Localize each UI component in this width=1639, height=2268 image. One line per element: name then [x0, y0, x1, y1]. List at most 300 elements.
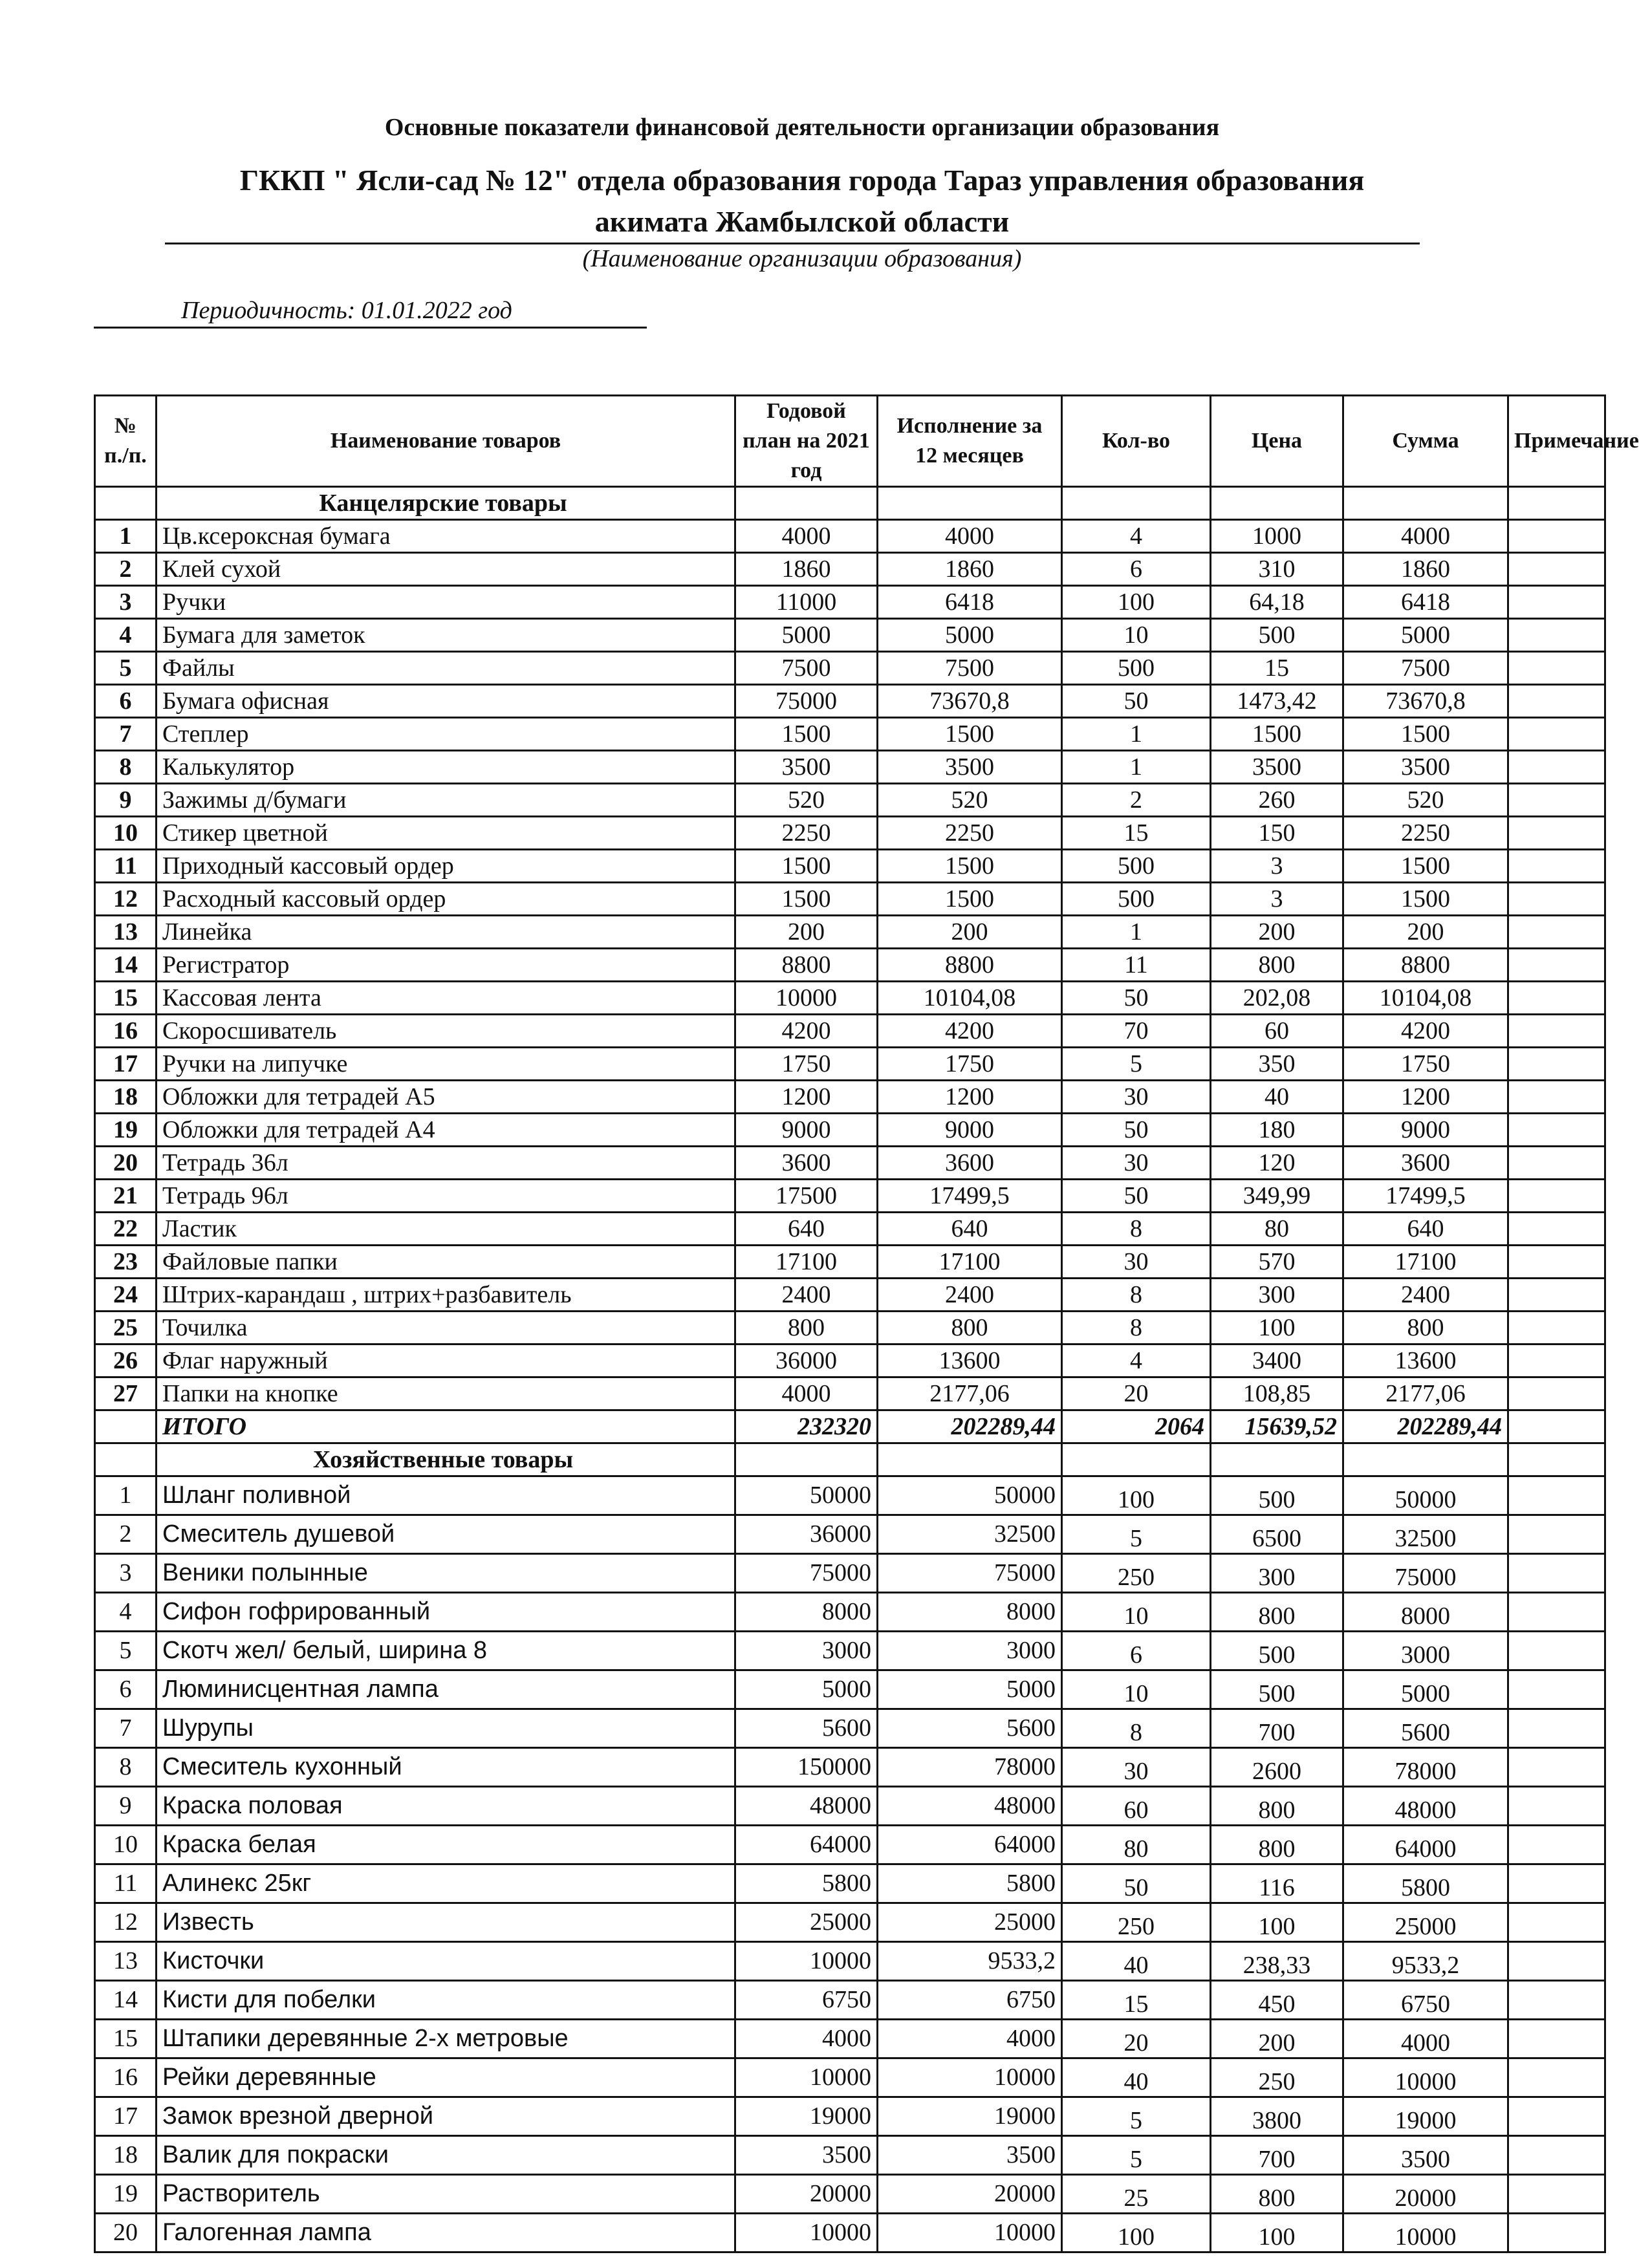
exec-value: 25000 [878, 1903, 1062, 1941]
col-header-price: Цена [1211, 396, 1343, 487]
row-number: 23 [95, 1245, 157, 1278]
note-value [1508, 1631, 1605, 1670]
price-value: 310 [1211, 552, 1343, 585]
section-cell-empty [1062, 1443, 1211, 1476]
table-row [95, 1592, 1605, 1631]
plan-value: 20000 [735, 2174, 878, 2213]
exec-value: 2250 [878, 816, 1062, 849]
exec-value: 3500 [878, 2135, 1062, 2174]
table-row [95, 2058, 1605, 2097]
note-value [1508, 1278, 1605, 1311]
exec-value: 75000 [878, 1553, 1062, 1592]
row-number: 4 [95, 1592, 157, 1631]
item-name: Веники полынные [157, 1553, 735, 1592]
sum-value: 1500 [1343, 849, 1508, 882]
item-name: Приходный кассовый ордер [157, 849, 735, 882]
price-value: 100 [1211, 2213, 1343, 2252]
item-name: Точилка [157, 1311, 735, 1344]
exec-value: 9000 [878, 1113, 1062, 1146]
exec-value: 6418 [878, 585, 1062, 618]
exec-value: 200 [878, 915, 1062, 948]
exec-value: 1500 [878, 882, 1062, 915]
row-number: 12 [95, 882, 157, 915]
note-value [1508, 2213, 1605, 2252]
item-name: Валик для покраски [157, 2135, 735, 2174]
exec-value: 520 [878, 783, 1062, 816]
item-name: Растворитель [157, 2174, 735, 2213]
item-name: Папки на кнопке [157, 1377, 735, 1410]
exec-value: 9533,2 [878, 1941, 1062, 1980]
price-value: 800 [1211, 948, 1343, 981]
sum-value: 5000 [1343, 618, 1508, 651]
plan-value: 150000 [735, 1747, 878, 1786]
plan-value: 4000 [735, 1377, 878, 1410]
table-row [95, 684, 1605, 717]
exec-value: 64000 [878, 1825, 1062, 1864]
price-value: 60 [1211, 1014, 1343, 1047]
exec-value: 5800 [878, 1864, 1062, 1903]
sum-value: 75000 [1343, 1553, 1508, 1592]
note-value [1508, 1080, 1605, 1113]
price-value: 500 [1211, 618, 1343, 651]
row-number: 1 [95, 1476, 157, 1515]
sum-value: 5000 [1343, 1670, 1508, 1709]
plan-value: 640 [735, 1212, 878, 1245]
table-row [95, 1825, 1605, 1864]
col-header-name: Наименование товаров [157, 396, 735, 487]
qty-value: 50 [1062, 1113, 1211, 1146]
qty-value: 15 [1062, 1980, 1211, 2019]
total-exec: 202289,44 [878, 1410, 1062, 1443]
plan-value: 5000 [735, 618, 878, 651]
row-number: 24 [95, 1278, 157, 1311]
section-title: Канцелярские товары [157, 486, 735, 519]
price-value: 1473,42 [1211, 684, 1343, 717]
qty-value: 8 [1062, 1212, 1211, 1245]
row-number: 19 [95, 1113, 157, 1146]
table-row [95, 915, 1605, 948]
table-row [95, 948, 1605, 981]
qty-value: 100 [1062, 585, 1211, 618]
qty-value: 50 [1062, 981, 1211, 1014]
exec-value: 5600 [878, 1709, 1062, 1747]
row-number: 27 [95, 1377, 157, 1410]
price-value: 570 [1211, 1245, 1343, 1278]
item-name: Краска белая [157, 1825, 735, 1864]
note-value [1508, 1592, 1605, 1631]
note-value [1508, 1146, 1605, 1179]
note-value [1508, 750, 1605, 783]
row-number: 8 [95, 1747, 157, 1786]
section-cell-empty [1343, 486, 1508, 519]
section-cell-empty [735, 486, 878, 519]
qty-value: 8 [1062, 1709, 1211, 1747]
row-number: 10 [95, 1825, 157, 1864]
item-name: Бумага для заметок [157, 618, 735, 651]
row-number: 9 [95, 1786, 157, 1825]
item-name: Обложки для тетрадей А4 [157, 1113, 735, 1146]
sum-value: 32500 [1343, 1515, 1508, 1553]
item-name: Клей сухой [157, 552, 735, 585]
qty-value: 10 [1062, 1592, 1211, 1631]
item-name: Краска половая [157, 1786, 735, 1825]
qty-value: 5 [1062, 1515, 1211, 1553]
row-number: 9 [95, 783, 157, 816]
row-number: 6 [95, 1670, 157, 1709]
plan-value: 7500 [735, 651, 878, 684]
organization-caption: (Наименование организации образования) [582, 245, 1022, 272]
total-plan: 232320 [735, 1410, 878, 1443]
note-value [1508, 1311, 1605, 1344]
table-row [95, 1941, 1605, 1980]
price-value: 15 [1211, 651, 1343, 684]
exec-value: 8800 [878, 948, 1062, 981]
price-value: 100 [1211, 1903, 1343, 1941]
table-row [95, 651, 1605, 684]
note-value [1508, 684, 1605, 717]
item-name: Скотч жел/ белый, ширина 8 [157, 1631, 735, 1670]
exec-value: 3000 [878, 1631, 1062, 1670]
row-number: 3 [95, 1553, 157, 1592]
price-value: 500 [1211, 1476, 1343, 1515]
row-number: 13 [95, 1941, 157, 1980]
plan-value: 36000 [735, 1515, 878, 1553]
note-value [1508, 1476, 1605, 1515]
price-value: 500 [1211, 1670, 1343, 1709]
section-title: Хозяйственные товары [157, 1443, 735, 1476]
note-value [1508, 717, 1605, 750]
exec-value: 32500 [878, 1515, 1062, 1553]
item-name: Линейка [157, 915, 735, 948]
table-header-row [95, 396, 1605, 487]
row-number: 25 [95, 1311, 157, 1344]
row-number: 18 [95, 2135, 157, 2174]
note-value [1508, 948, 1605, 981]
note-value [1508, 1047, 1605, 1080]
price-value: 6500 [1211, 1515, 1343, 1553]
table-row [95, 1113, 1605, 1146]
price-value: 3 [1211, 882, 1343, 915]
item-name: Стикер цветной [157, 816, 735, 849]
price-value: 800 [1211, 1592, 1343, 1631]
item-name: Степлер [157, 717, 735, 750]
exec-value: 3500 [878, 750, 1062, 783]
exec-value: 19000 [878, 2097, 1062, 2135]
plan-value: 4000 [735, 2019, 878, 2058]
row-number: 6 [95, 684, 157, 717]
table-row [95, 1864, 1605, 1903]
plan-value: 2400 [735, 1278, 878, 1311]
row-number: 15 [95, 981, 157, 1014]
exec-value: 5000 [878, 1670, 1062, 1709]
plan-value: 19000 [735, 2097, 878, 2135]
plan-value: 6750 [735, 1980, 878, 2019]
note-value [1508, 651, 1605, 684]
plan-value: 10000 [735, 2213, 878, 2252]
item-name: Ручки на липучке [157, 1047, 735, 1080]
organization-name-line2: акимата Жамбылской области [594, 205, 1010, 238]
sum-value: 1750 [1343, 1047, 1508, 1080]
document-title: Основные показатели финансовой деятельности организации образования [384, 114, 1220, 141]
row-number: 21 [95, 1179, 157, 1212]
row-number: 14 [95, 948, 157, 981]
sum-value: 9533,2 [1343, 1941, 1508, 1980]
table-row [95, 1903, 1605, 1941]
total-price: 15639,52 [1211, 1410, 1343, 1443]
sum-value: 17100 [1343, 1245, 1508, 1278]
row-number: 26 [95, 1344, 157, 1377]
sum-value: 640 [1343, 1212, 1508, 1245]
sum-value: 4000 [1343, 519, 1508, 552]
sum-value: 6418 [1343, 585, 1508, 618]
sum-value: 48000 [1343, 1786, 1508, 1825]
note-value [1508, 1377, 1605, 1410]
item-name: Штапики деревянные 2-х метровые [157, 2019, 735, 2058]
plan-value: 3600 [735, 1146, 878, 1179]
note-value [1508, 1553, 1605, 1592]
plan-value: 4200 [735, 1014, 878, 1047]
table-row [95, 717, 1605, 750]
plan-value: 11000 [735, 585, 878, 618]
plan-value: 200 [735, 915, 878, 948]
price-value: 3400 [1211, 1344, 1343, 1377]
exec-value: 4000 [878, 519, 1062, 552]
periodicity: Периодичность: 01.01.2022 год [181, 297, 512, 324]
note-value [1508, 1344, 1605, 1377]
price-value: 700 [1211, 2135, 1343, 2174]
sum-value: 78000 [1343, 1747, 1508, 1786]
row-number: 16 [95, 1014, 157, 1047]
item-name: Алинекс 25кг [157, 1864, 735, 1903]
price-value: 108,85 [1211, 1377, 1343, 1410]
table-row [95, 2213, 1605, 2252]
sum-value: 25000 [1343, 1903, 1508, 1941]
section-cell-empty [878, 1443, 1062, 1476]
exec-value: 4000 [878, 2019, 1062, 2058]
plan-value: 3000 [735, 1631, 878, 1670]
qty-value: 25 [1062, 2174, 1211, 2213]
row-number: 18 [95, 1080, 157, 1113]
exec-value: 5000 [878, 618, 1062, 651]
item-name: Ручки [157, 585, 735, 618]
price-value: 800 [1211, 1825, 1343, 1864]
exec-value: 1860 [878, 552, 1062, 585]
total-sum: 202289,44 [1343, 1410, 1508, 1443]
item-name: Обложки для тетрадей А5 [157, 1080, 735, 1113]
price-value: 700 [1211, 1709, 1343, 1747]
table-row [95, 1476, 1605, 1515]
sum-value: 8800 [1343, 948, 1508, 981]
price-value: 202,08 [1211, 981, 1343, 1014]
row-number: 16 [95, 2058, 157, 2097]
qty-value: 50 [1062, 1864, 1211, 1903]
col-header-plan: Годовой план на 2021 год [735, 396, 878, 487]
organization-name-line1: ГККП " Ясли-сад № 12" отдела образования города Тараз управления образования [239, 164, 1365, 197]
table-row [95, 1980, 1605, 2019]
item-name: Сифон гофрированный [157, 1592, 735, 1631]
sum-value: 19000 [1343, 2097, 1508, 2135]
exec-value: 1500 [878, 849, 1062, 882]
row-number: 14 [95, 1980, 157, 2019]
table-row [95, 1080, 1605, 1113]
sum-value: 3600 [1343, 1146, 1508, 1179]
total-row [95, 1410, 1605, 1443]
sum-value: 200 [1343, 915, 1508, 948]
exec-value: 10104,08 [878, 981, 1062, 1014]
price-value: 1500 [1211, 717, 1343, 750]
qty-value: 30 [1062, 1747, 1211, 1786]
item-name: Скоросшиватель [157, 1014, 735, 1047]
exec-value: 8000 [878, 1592, 1062, 1631]
exec-value: 10000 [878, 2213, 1062, 2252]
plan-value: 8000 [735, 1592, 878, 1631]
qty-value: 1 [1062, 717, 1211, 750]
sum-value: 800 [1343, 1311, 1508, 1344]
qty-value: 500 [1062, 882, 1211, 915]
sum-value: 6750 [1343, 1980, 1508, 2019]
item-name: Смеситель душевой [157, 1515, 735, 1553]
note-value [1508, 1786, 1605, 1825]
plan-value: 3500 [735, 750, 878, 783]
exec-value: 1500 [878, 717, 1062, 750]
row-number: 15 [95, 2019, 157, 2058]
qty-value: 100 [1062, 1476, 1211, 1515]
table-row [95, 1278, 1605, 1311]
sum-value: 2177,06 [1343, 1377, 1508, 1410]
qty-value: 70 [1062, 1014, 1211, 1047]
qty-value: 5 [1062, 2135, 1211, 2174]
note-value [1508, 1014, 1605, 1047]
plan-value: 17100 [735, 1245, 878, 1278]
table-row [95, 1311, 1605, 1344]
section-cell-empty [1508, 486, 1605, 519]
sum-value: 10104,08 [1343, 981, 1508, 1014]
section-cell-empty [95, 486, 157, 519]
sum-value: 1500 [1343, 882, 1508, 915]
item-name: Тетрадь 96л [157, 1179, 735, 1212]
plan-value: 1500 [735, 717, 878, 750]
table-row [95, 1146, 1605, 1179]
table-row [95, 849, 1605, 882]
plan-value: 3500 [735, 2135, 878, 2174]
table-row [95, 1245, 1605, 1278]
exec-value: 1750 [878, 1047, 1062, 1080]
exec-value: 50000 [878, 1476, 1062, 1515]
exec-value: 13600 [878, 1344, 1062, 1377]
price-value: 800 [1211, 1786, 1343, 1825]
note-value [1508, 1825, 1605, 1864]
item-name: Файлы [157, 651, 735, 684]
row-number: 17 [95, 1047, 157, 1080]
qty-value: 30 [1062, 1146, 1211, 1179]
plan-value: 1500 [735, 849, 878, 882]
table-row [95, 2174, 1605, 2213]
sum-value: 50000 [1343, 1476, 1508, 1515]
sum-value: 1860 [1343, 552, 1508, 585]
price-value: 349,99 [1211, 1179, 1343, 1212]
table-row [95, 585, 1605, 618]
plan-value: 4000 [735, 519, 878, 552]
qty-value: 40 [1062, 1941, 1211, 1980]
price-value: 3 [1211, 849, 1343, 882]
note-value [1508, 1113, 1605, 1146]
note-value [1508, 816, 1605, 849]
qty-value: 5 [1062, 2097, 1211, 2135]
price-value: 260 [1211, 783, 1343, 816]
item-name: Калькулятор [157, 750, 735, 783]
row-number: 10 [95, 816, 157, 849]
plan-value: 48000 [735, 1786, 878, 1825]
sum-value: 4000 [1343, 2019, 1508, 2058]
note-value [1508, 1980, 1605, 2019]
plan-value: 10000 [735, 2058, 878, 2097]
price-value: 200 [1211, 915, 1343, 948]
qty-value: 30 [1062, 1245, 1211, 1278]
total-label: ИТОГО [157, 1410, 735, 1443]
table-row [95, 882, 1605, 915]
qty-value: 500 [1062, 651, 1211, 684]
row-number: 19 [95, 2174, 157, 2213]
qty-value: 10 [1062, 1670, 1211, 1709]
row-number: 2 [95, 1515, 157, 1553]
price-value: 200 [1211, 2019, 1343, 2058]
plan-value: 10000 [735, 1941, 878, 1980]
qty-value: 4 [1062, 1344, 1211, 1377]
price-value: 180 [1211, 1113, 1343, 1146]
table-row [95, 1747, 1605, 1786]
note-value [1508, 2135, 1605, 2174]
sum-value: 1500 [1343, 717, 1508, 750]
note-value [1508, 882, 1605, 915]
item-name: Расходный кассовый ордер [157, 882, 735, 915]
item-name: Регистратор [157, 948, 735, 981]
plan-value: 17500 [735, 1179, 878, 1212]
table-row [95, 519, 1605, 552]
price-value: 2600 [1211, 1747, 1343, 1786]
table-row [95, 1670, 1605, 1709]
qty-value: 100 [1062, 2213, 1211, 2252]
table-row [95, 981, 1605, 1014]
note-value [1508, 1245, 1605, 1278]
qty-value: 5 [1062, 1047, 1211, 1080]
price-value: 350 [1211, 1047, 1343, 1080]
plan-value: 64000 [735, 1825, 878, 1864]
col-header-sum: Сумма [1343, 396, 1508, 487]
section-header-row [95, 486, 1605, 519]
sum-value: 13600 [1343, 1344, 1508, 1377]
note-value [1508, 981, 1605, 1014]
item-name: Смеситель кухонный [157, 1747, 735, 1786]
row-number: 5 [95, 1631, 157, 1670]
price-value: 300 [1211, 1553, 1343, 1592]
qty-value: 1 [1062, 750, 1211, 783]
qty-value: 250 [1062, 1553, 1211, 1592]
exec-value: 48000 [878, 1786, 1062, 1825]
qty-value: 20 [1062, 1377, 1211, 1410]
plan-value: 75000 [735, 1553, 878, 1592]
note-value [1508, 849, 1605, 882]
section-cell-empty [1211, 486, 1343, 519]
note-value [1508, 519, 1605, 552]
plan-value: 5000 [735, 1670, 878, 1709]
sum-value: 7500 [1343, 651, 1508, 684]
note-value [1508, 2174, 1605, 2213]
note-value [1508, 618, 1605, 651]
table-row [95, 750, 1605, 783]
item-name: Известь [157, 1903, 735, 1941]
exec-value: 1200 [878, 1080, 1062, 1113]
section-cell-empty [95, 1443, 157, 1476]
